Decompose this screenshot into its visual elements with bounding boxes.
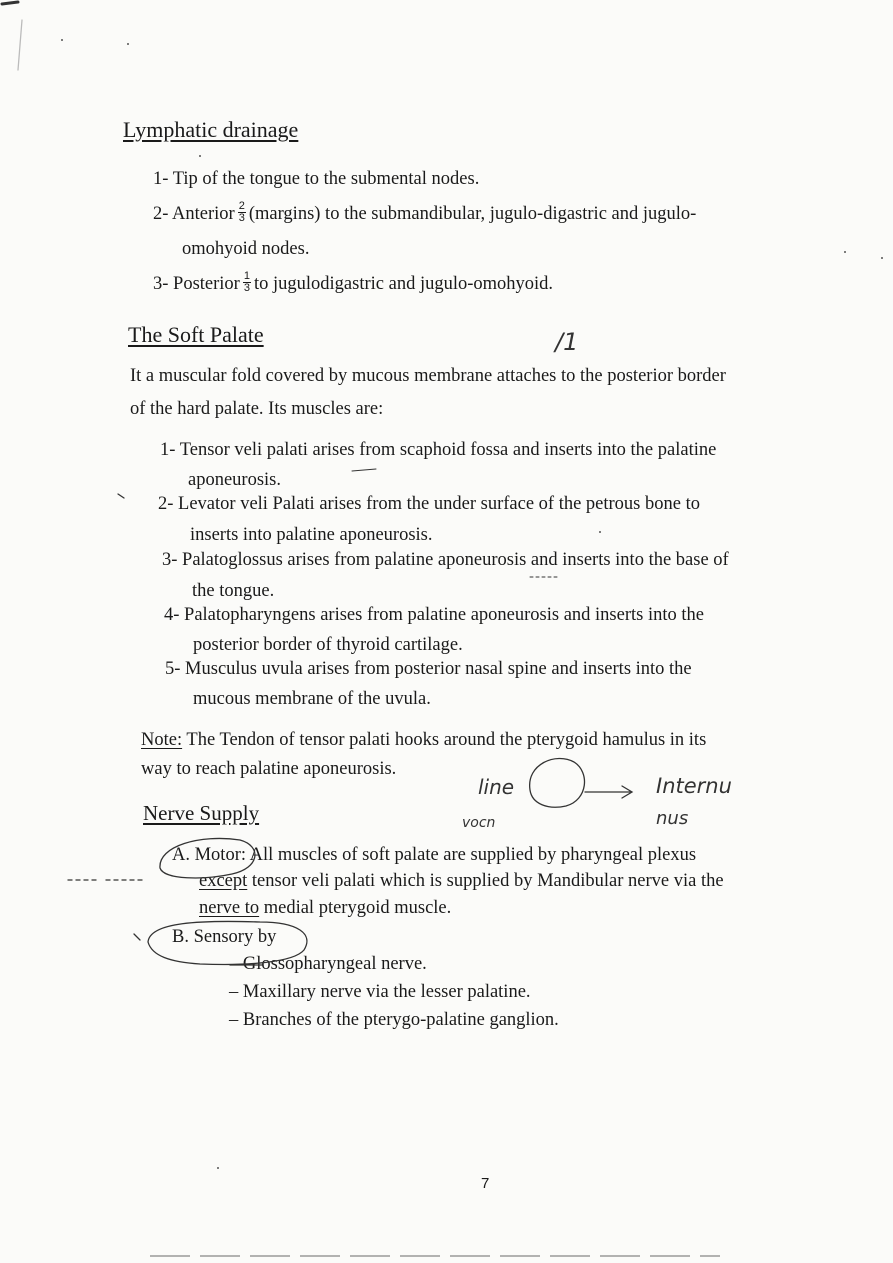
list-text-pre: Posterior: [173, 273, 240, 294]
lymph-item-3: [153, 270, 554, 296]
fraction-numerator: 2: [238, 200, 245, 212]
muscle-item-3: [162, 550, 729, 571]
soft-palate-heading: The Soft Palate: [128, 322, 264, 347]
sensory-label: B.: [172, 927, 189, 947]
lymph-item-2: [153, 200, 697, 226]
sensory-item-3: [229, 1010, 559, 1031]
handwritten-word-internu: Internu: [656, 774, 732, 798]
muscle-item-4-continued: posterior border of thyroid cartilage.: [193, 635, 463, 655]
sensory-item-1: [229, 954, 427, 975]
fraction-two-thirds: [238, 201, 246, 224]
muscle-item-2-continued: inserts into palatine aponeurosis.: [190, 525, 433, 545]
handwritten-word-line: line: [478, 775, 515, 799]
motor-line1: [172, 845, 696, 866]
list-text: Musculus uvula arises from posterior nasal spine and inserts into the: [185, 659, 692, 679]
muscle-item-5: [165, 659, 692, 680]
muscle-item-5-continued: mucous membrane of the uvula.: [193, 689, 431, 709]
handwritten-arrow: [585, 786, 632, 798]
motor-text: tensor veli palati which is supplied by Mandibular nerve via the: [251, 871, 724, 891]
stray-dot: [881, 257, 883, 259]
muscle-item-1-continued: aponeurosis.: [188, 470, 281, 490]
soft-palate-intro-line2: of the hard palate. Its muscles are:: [130, 399, 384, 419]
sensory-line: [172, 927, 276, 948]
muscle-item-1: [160, 440, 716, 461]
nerve-supply-heading: Nerve Supply: [143, 801, 260, 825]
muscle-item-2: [158, 494, 700, 515]
sensory-item-2: [229, 982, 531, 1003]
list-text-post: (margins) to the submandibular, jugulo-digastric and jugulo-: [248, 203, 697, 224]
list-text: Palatopharyngens arises from palatine aponeurosis and inserts into the: [184, 605, 704, 625]
fraction-one-third: [243, 271, 251, 294]
except-word: except: [199, 871, 248, 891]
motor-text: All muscles of soft palate are supplied by pharyngeal plexus: [249, 845, 697, 865]
note-text: The Tendon of tensor palati hooks around the pterygoid hamulus in its: [186, 730, 707, 750]
note-line2: way to reach palatine aponeurosis.: [141, 759, 397, 779]
stray-dot: [844, 251, 846, 253]
motor-line2: [199, 871, 724, 892]
stray-dot: [599, 531, 601, 533]
handwritten-word-vocn: vocn: [462, 815, 496, 831]
nerve-to-underlined: nerve to: [199, 898, 260, 918]
note-label: Note:: [141, 730, 183, 750]
muscle-item-4: [164, 605, 704, 626]
handwritten-word-nus: nus: [656, 808, 689, 829]
list-number: 3-: [162, 550, 178, 570]
stray-dot: [217, 1167, 219, 1169]
scan-edge-left: [18, 20, 22, 70]
motor-text: medial pterygoid muscle.: [263, 898, 452, 918]
sensory-title: Sensory by: [193, 927, 277, 947]
lymph-item-1: [153, 169, 479, 190]
list-text: Branches of the pterygo-palatine ganglion.: [242, 1010, 559, 1030]
list-text: Tip of the tongue to the submental nodes.: [172, 169, 480, 189]
list-text: Palatoglossus arises from palatine aponeurosis and inserts into the base of: [182, 550, 729, 570]
list-text: Maxillary nerve via the lesser palatine.: [242, 982, 531, 1002]
list-number: 4-: [164, 605, 180, 625]
stray-dot: [61, 39, 63, 41]
list-dash: –: [229, 1010, 239, 1030]
lymphatic-heading: Lymphatic drainage: [123, 117, 299, 142]
stray-dot: [127, 43, 129, 45]
list-text: Glossopharyngeal nerve.: [242, 954, 427, 974]
fraction-denominator: 3: [238, 212, 245, 224]
list-number: 2-: [158, 494, 174, 514]
list-dash: –: [229, 982, 239, 1002]
list-number: 2-: [153, 203, 169, 224]
fraction-denominator: 3: [243, 282, 250, 294]
list-text-pre: Anterior: [172, 203, 235, 224]
motor-line3: [199, 898, 451, 919]
fraction-numerator: 1: [243, 270, 250, 282]
page-number: 7: [481, 1175, 490, 1192]
squiggle-underline-1: [352, 469, 376, 471]
muscle-item-3-continued: the tongue.: [192, 581, 275, 601]
soft-palate-intro-line1: It a muscular fold covered by mucous membrane attaches to the posterior border: [130, 366, 726, 386]
left-tick-1: [118, 494, 124, 498]
lymph-item-2-continued: omohyoid nodes.: [182, 239, 310, 259]
handwritten-circle: [530, 758, 585, 807]
list-number: 3-: [153, 273, 169, 294]
list-text: Tensor veli palati arises from scaphoid fossa and inserts into the palatine: [179, 440, 717, 460]
left-tick-2: [134, 934, 140, 940]
list-text: Levator veli Palati arises from the under surface of the petrous bone to: [178, 494, 700, 514]
list-text-post: to jugulodigastric and jugulo-omohyoid.: [253, 273, 554, 294]
scan-mark-top-left: [2, 2, 18, 4]
handwritten-note-top: /1: [555, 328, 579, 356]
list-number: 5-: [165, 659, 181, 679]
list-number: 1-: [160, 440, 176, 460]
motor-label: A. Motor:: [172, 845, 246, 865]
stray-dot: [199, 155, 201, 157]
note-line1: [141, 730, 706, 751]
list-number: 1-: [153, 169, 169, 189]
